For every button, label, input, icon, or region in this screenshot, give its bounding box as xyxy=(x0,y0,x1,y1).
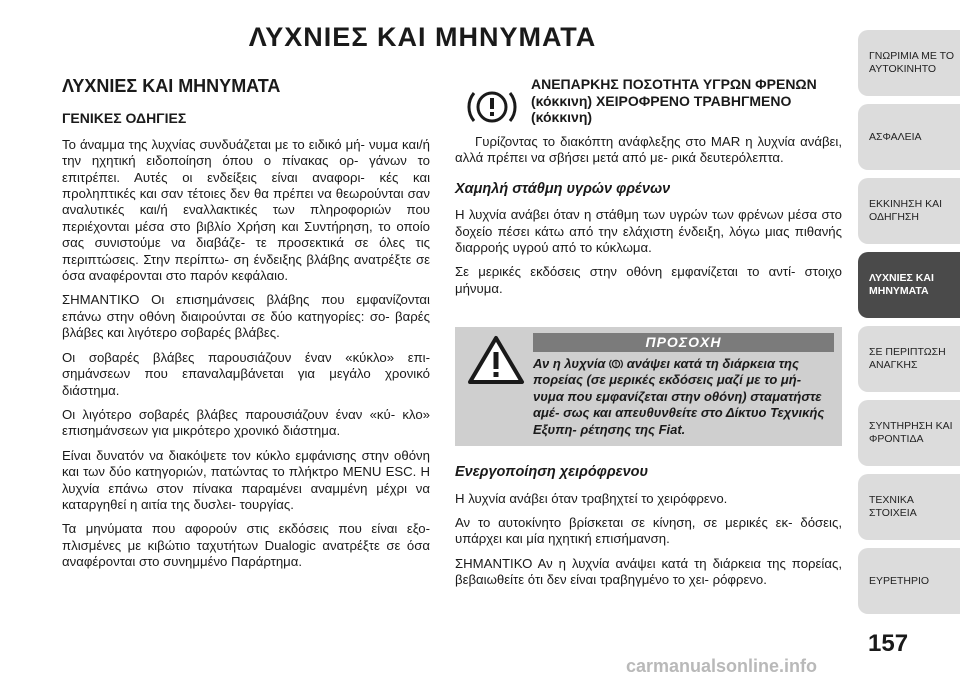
paragraph: ΣΗΜΑΝΤΙΚΟ Οι επισημάνσεις βλάβης που εμφανίζονται επάνω στην οθόνη διαιρούνται σε δύο κατηγορίες: σο- βαρές βλάβες και λιγότερο σοβαρές βλάβες. xyxy=(62,292,430,341)
tab-technical-data[interactable]: ΤΕΧΝΙΚΑ ΣΤΟΙΧΕΙΑ xyxy=(858,474,960,540)
tab-maintenance[interactable]: ΣΥΝΤΗΡΗΣΗ ΚΑΙ ΦΡΟΝΤΙΔΑ xyxy=(858,400,960,466)
warning-text-a: Αν η λυχνία xyxy=(533,355,606,371)
warning-box xyxy=(455,327,842,446)
watermark: carmanualsonline.info xyxy=(626,656,818,676)
paragraph: Το άναμμα της λυχνίας συνδυάζεται με το ειδικό μή- νυμα και/ή την ηχητική ειδοποίηση όπου ο πίνακας ορ- γάνων το επιτρέπει. Αυτές οι ενδείξεις είναι αναφορι- κές και προληπτικές και σαν τέτοιες δεν θα πρέπει να θεωρούνται σαν αναλυτικές και/ή εναλλακτικές των πληροφοριών που περιέχονται μέσα στο βιβλίο Χρήση και Συντήρηση, το οποίο σας συνιστούμε να διαβάζε- τε προσεκτικά σε όλες τις περιπτώσεις. Στην περίπτω- ση ένδειξης βλάβης ανατρέξτε σε όσα αναφέρονται στο παρόν κεφάλαιο. xyxy=(62,136,430,284)
paragraph: ΣΗΜΑΝΤΙΚΟ Αν η λυχνία ανάψει κατά τη διάρκεια της πορείας, βεβαιωθείτε ότι δεν είναι τραβηγμένο το χει- ρόφρενο. xyxy=(455,555,842,588)
left-column xyxy=(62,76,430,579)
paragraph: Οι λιγότερο σοβαρές βλάβες παρουσιάζουν έναν «κύ- κλο» επισημάνσεων για μικρότερο χρονικό διάστημα. xyxy=(62,406,430,439)
tab-index[interactable]: ΕΥΡΕΤΗΡΙΟ xyxy=(858,548,960,614)
brake-warning-header xyxy=(455,76,842,130)
tab-safety[interactable]: ΑΣΦΑΛΕΙΑ xyxy=(858,104,960,170)
brake-warning-heading: ΑΝΕΠΑΡΚΗΣ ΠΟΣΟΤΗΤΑ ΥΓΡΩΝ ΦΡΕΝΩΝ (κόκκινη) ΧΕΙΡΟΦΡΕΝΟ ΤΡΑΒΗΓΜΕΝΟ (κόκκινη) xyxy=(531,76,817,125)
warning-triangle-icon xyxy=(467,335,525,385)
tab-getting-to-know[interactable]: ΓΝΩΡΙΜΙΑ ΜΕ ΤΟ ΑΥΤΟΚΙΝΗΤΟ xyxy=(858,30,960,96)
brake-warning-icon xyxy=(609,358,623,370)
section-title: ΛΥΧΝΙΕΣ ΚΑΙ ΜΗΝΥΜΑΤΑ xyxy=(62,76,281,96)
low-brake-fluid-heading: Χαμηλή στάθμη υγρών φρένων xyxy=(455,180,671,197)
warning-content xyxy=(533,333,834,438)
paragraph: Οι σοβαρές βλάβες παρουσιάζουν έναν «κύκλο» επι- σημάνσεων που επαναλαμβάνεται για μεγάλο χρονικό διάστημα. xyxy=(62,349,430,398)
paragraph: Είναι δυνατόν να διακόψετε τον κύκλο εμφάνισης στην οθόνη και των δύο κατηγοριών, πατώντας το πλήκτρο MENU ESC. Η λυχνία επάνω στον πίνακα παραμένει αναμμένη μέχρι να καταργηθεί η αιτία της δυσλει- τουργίας. xyxy=(62,447,430,512)
warning-text-b: ανάψει κατά τη διάρκεια της πορείας (σε μερικές εκδόσεις μαζί με το μή- νυμα που εμφανίζεται στην οθόνη) σταματήστε αμέ- σως και απευθυνθείτε στο Δίκτυο Τεχνικής Εξυπη- ρέτησης της Fiat. xyxy=(533,355,825,437)
right-column xyxy=(455,76,842,597)
page-title: ΛΥΧΝΙΕΣ ΚΑΙ ΜΗΝΥΜΑΤΑ xyxy=(248,22,597,52)
tab-warning-lights[interactable]: ΛΥΧΝΙΕΣ ΚΑΙ ΜΗΝΥΜΑΤΑ xyxy=(858,252,960,318)
paragraph: Σε μερικές εκδόσεις στην οθόνη εμφανίζεται το αντί- στοιχο μήνυμα. xyxy=(455,264,842,296)
paragraph: Η λυχνία ανάβει όταν η στάθμη των υγρών των φρένων μέσα στο δοχείο πέσει κάτω από την ελάχιστη ένδειξη, λόγω μιας πιθανής διαρροής υγρού από το κύκλωμα. xyxy=(455,207,842,256)
chapter-tabs xyxy=(858,30,960,622)
paragraph: Αν το αυτοκίνητο βρίσκεται σε κίνηση, σε μερικές εκ- δόσεις, υπάρχει και μία ηχητική επισήμανση. xyxy=(455,515,842,547)
paragraph: Η λυχνία ανάβει όταν τραβηχτεί το χειρόφρενο. xyxy=(455,490,728,506)
paragraph: Τα μηνύματα που αφορούν στις εκδόσεις που είναι εξο- πλισμένες με κιβώτιο ταχυτήτων Dualogic ανατρέξτε σε όσα αναφέρονται στο συνημμένο Παράρτημα. xyxy=(62,521,430,570)
page-number: 157 xyxy=(868,630,909,657)
general-instructions-heading: ΓΕΝΙΚΕΣ ΟΔΗΓΙΕΣ xyxy=(62,110,187,127)
paragraph: Γυρίζοντας το διακόπτη ανάφλεξης στο MAR η λυχνία ανάβει, αλλά πρέπει να σβήσει μετά από με- ρικά δευτερόλεπτα. xyxy=(455,134,842,166)
brake-warning-icon xyxy=(463,84,521,130)
warning-top xyxy=(463,333,834,438)
handbrake-heading: Ενεργοποίηση χειρόφρενου xyxy=(455,464,649,481)
warning-label: ΠΡΟΣΟΧΗ xyxy=(533,333,834,352)
tab-emergency[interactable]: ΣΕ ΠΕΡΙΠΤΩΣΗ ΑΝΑΓΚΗΣ xyxy=(858,326,960,392)
tab-starting-driving[interactable]: ΕΚΚΙΝΗΣΗ ΚΑΙ ΟΔΗΓΗΣΗ xyxy=(858,178,960,244)
